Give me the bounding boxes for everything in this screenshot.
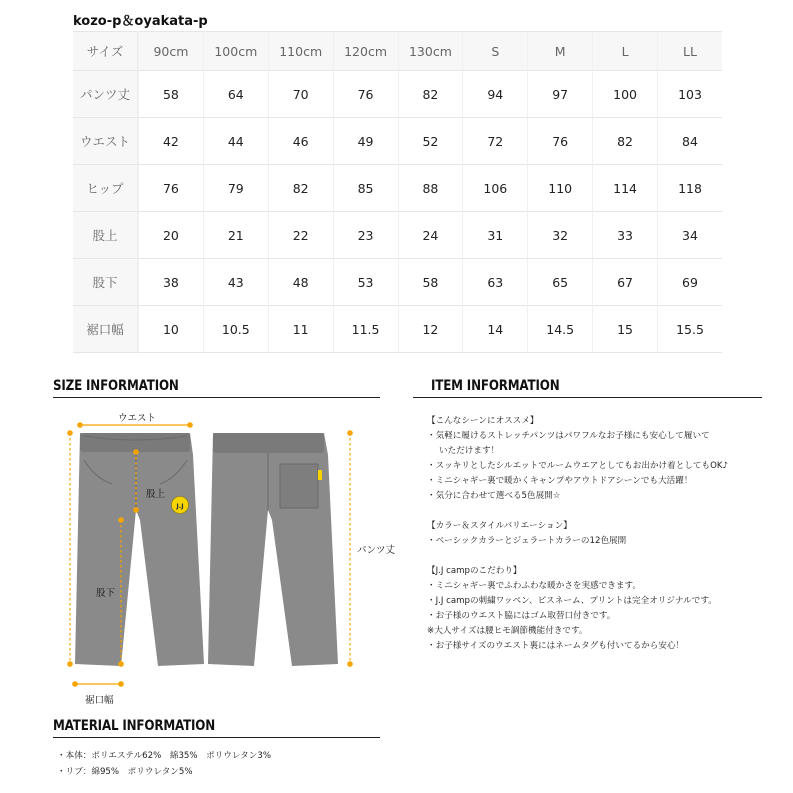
item-info-line: ・気分に合わせて選べる5色展開☆ [427, 491, 561, 501]
item-info-line: ・J.J campの刺繍ワッペン、ピスネーム、プリントは完全オリジナルです。 [427, 596, 717, 606]
table-cell: 31 [462, 212, 527, 259]
table-cell: 38 [138, 259, 203, 306]
table-cell: 34 [657, 212, 722, 259]
item-info-line: 【こんなシーンにオススメ】 [427, 416, 539, 426]
item-info-text [427, 414, 777, 654]
table-cell: 14 [462, 306, 527, 353]
table-cell: 46 [268, 118, 333, 165]
table-cell: 82 [592, 118, 657, 165]
table-cell: 32 [527, 212, 592, 259]
size-info-title: SIZE INFORMATION [53, 378, 179, 394]
material-info-text [57, 748, 271, 780]
table-cell: 69 [657, 259, 722, 306]
table-cell: 11 [268, 306, 333, 353]
table-cell: 97 [527, 71, 592, 118]
size-column-header: 110cm [268, 31, 333, 71]
front-pants-illustration [75, 433, 204, 666]
table-cell: 114 [592, 165, 657, 212]
table-cell: 20 [138, 212, 203, 259]
item-info-line: 【カラー＆スタイルバリエーション】 [427, 521, 572, 531]
table-cell: 43 [203, 259, 268, 306]
table-cell: 15 [592, 306, 657, 353]
item-info-line: ・お子様サイズのウエスト裏にはネームタグも付いてるから安心！ [427, 641, 685, 651]
table-cell: 84 [657, 118, 722, 165]
table-cell: 23 [333, 212, 398, 259]
line-gap [427, 549, 777, 564]
material-line: ・リブ：綿95% ポリウレタン5% [57, 767, 193, 777]
back-pants-illustration [208, 433, 338, 666]
brand-name: kozo-p＆oyakata-p [73, 14, 208, 29]
table-cell: 85 [333, 165, 398, 212]
size-column-header: 90cm [138, 31, 203, 71]
table-cell: 12 [398, 306, 463, 353]
item-info-line: いただけます！ [439, 446, 500, 456]
table-cell: 72 [462, 118, 527, 165]
size-column-header: LL [657, 31, 722, 71]
item-info-line: ※大人サイズは腰ヒモ調節機能付きです。 [427, 626, 588, 636]
patch-text: J.J [176, 502, 184, 510]
size-column-header: 130cm [398, 31, 463, 71]
table-cell: 76 [333, 71, 398, 118]
table-cell: 106 [462, 165, 527, 212]
table-cell: 82 [268, 165, 333, 212]
table-cell: 24 [398, 212, 463, 259]
item-info-line: ・スッキリとしたシルエットでルームウエアとしてもお出かけ着としてもOK♪ [427, 461, 729, 471]
item-info-line: ・お子様のウエスト脇にはゴム取替口付きです。 [427, 611, 616, 621]
table-cell: 65 [527, 259, 592, 306]
length-label: パンツ丈 [357, 545, 396, 556]
table-cell: 21 [203, 212, 268, 259]
size-column-header: L [592, 31, 657, 71]
material-line: ・本体：ポリエステル62% 綿35% ポリウレタン3% [57, 751, 271, 761]
table-cell: 63 [462, 259, 527, 306]
table-cell: 67 [592, 259, 657, 306]
item-info-line: 【J.J campのこだわり】 [427, 566, 522, 576]
item-info-line: ・ミニシャギー裏でふわふわな暖かさを実感できます。 [427, 581, 641, 591]
table-cell: 100 [592, 71, 657, 118]
row-label: ヒップ [73, 165, 138, 212]
table-cell: 110 [527, 165, 592, 212]
table-cell: 118 [657, 165, 722, 212]
line-gap [427, 504, 777, 519]
table-cell: 64 [203, 71, 268, 118]
row-label: 裾口幅 [73, 306, 138, 353]
table-cell: 70 [268, 71, 333, 118]
size-column-header: M [527, 31, 592, 71]
table-cell: 52 [398, 118, 463, 165]
item-info-title: ITEM INFORMATION [431, 378, 560, 394]
size-column-header: 120cm [333, 31, 398, 71]
row-label: 股下 [73, 259, 138, 306]
table-cell: 33 [592, 212, 657, 259]
rise-label: 股上 [146, 489, 166, 500]
item-info-line: ・ミニシャギー裏で暖かくキャンプやアウトドアシーンでも大活躍！ [427, 476, 693, 486]
row-label: パンツ丈 [73, 71, 138, 118]
inseam-label: 股下 [96, 588, 116, 599]
table-cell: 76 [138, 165, 203, 212]
pocket-tag [318, 470, 322, 480]
item-info-divider [413, 397, 762, 398]
table-cell: 58 [138, 71, 203, 118]
size-column-header: 100cm [203, 31, 268, 71]
size-header-label: サイズ [73, 31, 138, 71]
table-cell: 10.5 [203, 306, 268, 353]
table-cell: 58 [398, 259, 463, 306]
table-cell: 76 [527, 118, 592, 165]
table-cell: 49 [333, 118, 398, 165]
table-cell: 11.5 [333, 306, 398, 353]
table-cell: 94 [462, 71, 527, 118]
table-cell: 88 [398, 165, 463, 212]
hem-label: 裾口幅 [85, 695, 114, 706]
material-info-title: MATERIAL INFORMATION [53, 718, 216, 734]
row-label: ウエスト [73, 118, 138, 165]
table-cell: 42 [138, 118, 203, 165]
material-info-divider [53, 737, 380, 738]
size-column-header: S [462, 31, 527, 71]
item-info-line: ・ベーシックカラーとジェラートカラーの12色展開 [427, 536, 627, 546]
table-cell: 14.5 [527, 306, 592, 353]
table-cell: 10 [138, 306, 203, 353]
waist-label: ウエスト [118, 413, 157, 424]
table-cell: 103 [657, 71, 722, 118]
table-cell: 79 [203, 165, 268, 212]
table-cell: 53 [333, 259, 398, 306]
table-cell: 82 [398, 71, 463, 118]
item-info-line: ・気軽に履けるストレッチパンツはパワフルなお子様にも安心して履いて [427, 431, 710, 441]
back-pocket [280, 464, 318, 508]
row-label: 股上 [73, 212, 138, 259]
table-cell: 15.5 [657, 306, 722, 353]
table-cell: 48 [268, 259, 333, 306]
table-cell: 44 [203, 118, 268, 165]
table-cell: 22 [268, 212, 333, 259]
